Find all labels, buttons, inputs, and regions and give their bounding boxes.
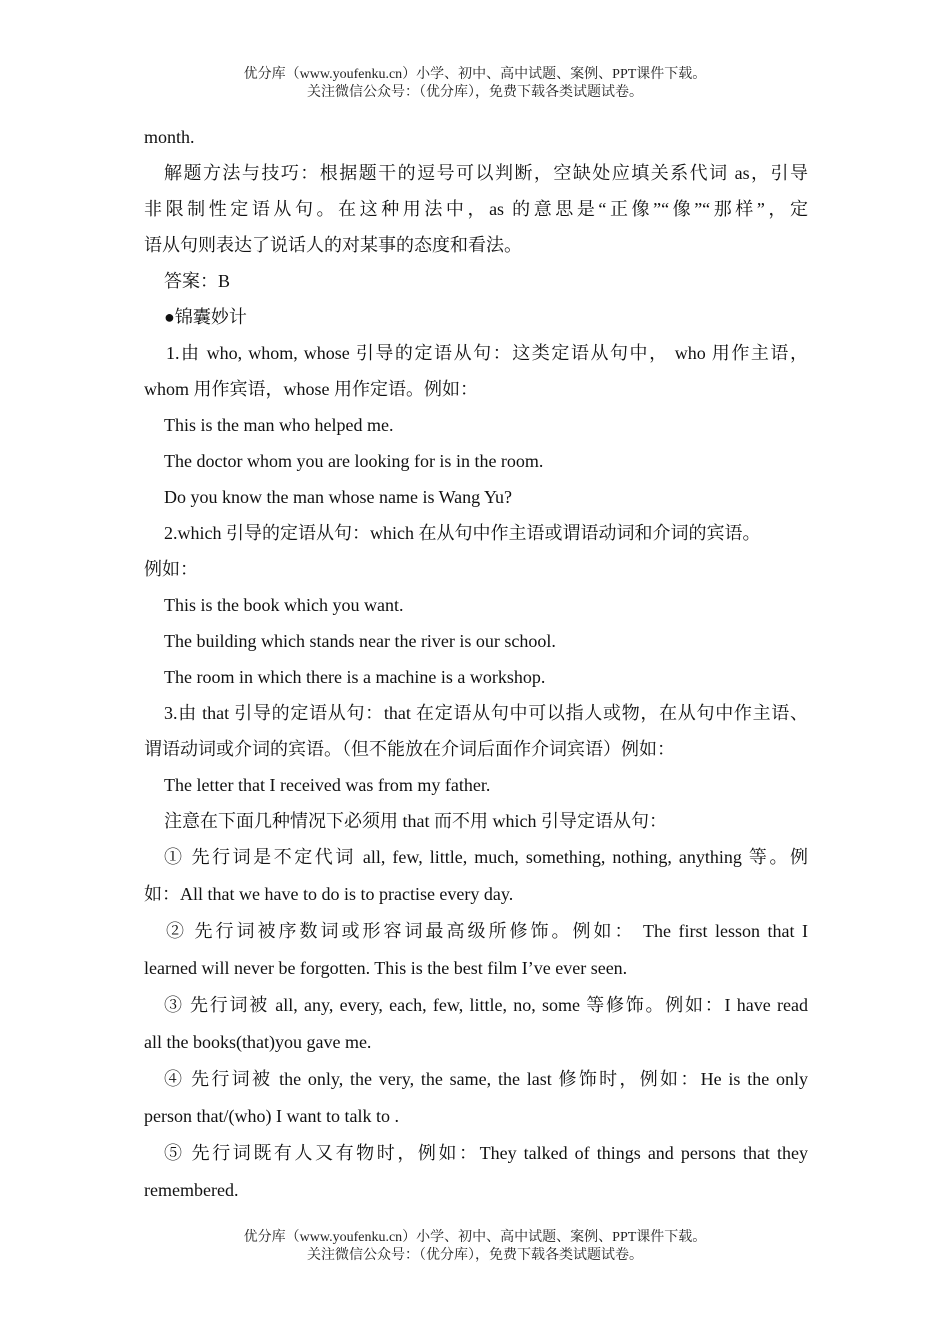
text-line: 如：All that we have to do is to practise every day. [144, 884, 514, 904]
text-line: 谓语动词或介词的宾语。（但不能放在介词后面作介词宾语）例如： [144, 739, 675, 759]
text-line: 2.which 引导的定语从句：which 在从句中作主语或谓语动词和介词的宾语。 [164, 523, 761, 543]
example-line: This is the book which you want. [164, 595, 404, 615]
example-line: The doctor whom you are looking for is in the room. [164, 451, 544, 471]
section-heading: ●锦囊妙计 [164, 307, 247, 327]
example-line: The letter that I received was from my father. [164, 775, 491, 795]
rule-item: ③ 先行词被 all, any, every, each, few, little, no, some 等修饰。例如：I have read [164, 995, 808, 1015]
example-line: This is the man who helped me. [164, 415, 394, 435]
example-line: Do you know the man whose name is Wang Yu? [164, 487, 512, 507]
example-line: The building which stands near the river is our school. [164, 631, 556, 651]
text-line: 例如： [144, 559, 198, 579]
header-line-1: 优分库（www.youfenku.cn）小学、初中、高中试题、案例、PPT课件下载。 [243, 67, 707, 82]
text-line: 1.由 who, whom, whose 引导的定语从句：这类定语从句中， who 用作主语， [166, 343, 808, 363]
text-line: person that/(who) I want to talk to . [144, 1106, 399, 1126]
text-line: all the books(that)you gave me. [144, 1032, 372, 1052]
footer-line-2: 关注微信公众号：（优分库），免费下载各类试题试卷。 [307, 1248, 643, 1263]
page-footer [0, 1229, 950, 1265]
text-line: remembered. [144, 1180, 239, 1200]
rule-item: ① 先行词是不定代词 all, few, little, much, something, nothing, anything 等。例 [164, 847, 808, 867]
rule-item: ④ 先行词被 the only, the very, the same, the last 修饰时，例如：He is the only [164, 1069, 808, 1089]
text-line: 解题方法与技巧：根据题干的逗号可以判断，空缺处应填关系代词 as，引导 [164, 163, 808, 183]
text-line: 语从句则表达了说话人的对某事的态度和看法。 [144, 235, 522, 255]
answer-line: 答案：B [164, 271, 231, 291]
text-line: 3.由 that 引导的定语从句：that 在定语从句中可以指人或物，在从句中作主语、 [164, 703, 808, 723]
text-line: whom 用作宾语，whose 用作定语。例如： [144, 379, 478, 399]
header-line-2: 关注微信公众号：（优分库），免费下载各类试题试卷。 [307, 85, 643, 100]
text-line: learned will never be forgotten. This is the best film I’ve ever seen. [144, 958, 628, 978]
text-line: 非限制性定语从句。在这种用法中，as 的意思是“正像”“像”“那样”，定 [144, 199, 808, 219]
rule-item: ② 先行词被序数词或形容词最高级所修饰。例如： The first lesson that I [166, 921, 808, 941]
footer-line-1: 优分库（www.youfenku.cn）小学、初中、高中试题、案例、PPT课件下载。 [243, 1230, 707, 1245]
page-header [0, 66, 950, 102]
body-text [144, 119, 808, 1209]
text-line: 注意在下面几种情况下必须用 that 而不用 which 引导定语从句： [164, 811, 667, 831]
example-line: The room in which there is a machine is a workshop. [164, 667, 546, 687]
rule-item: ⑤ 先行词既有人又有物时，例如：They talked of things and persons that they [164, 1143, 808, 1163]
text-line: month. [144, 127, 195, 147]
